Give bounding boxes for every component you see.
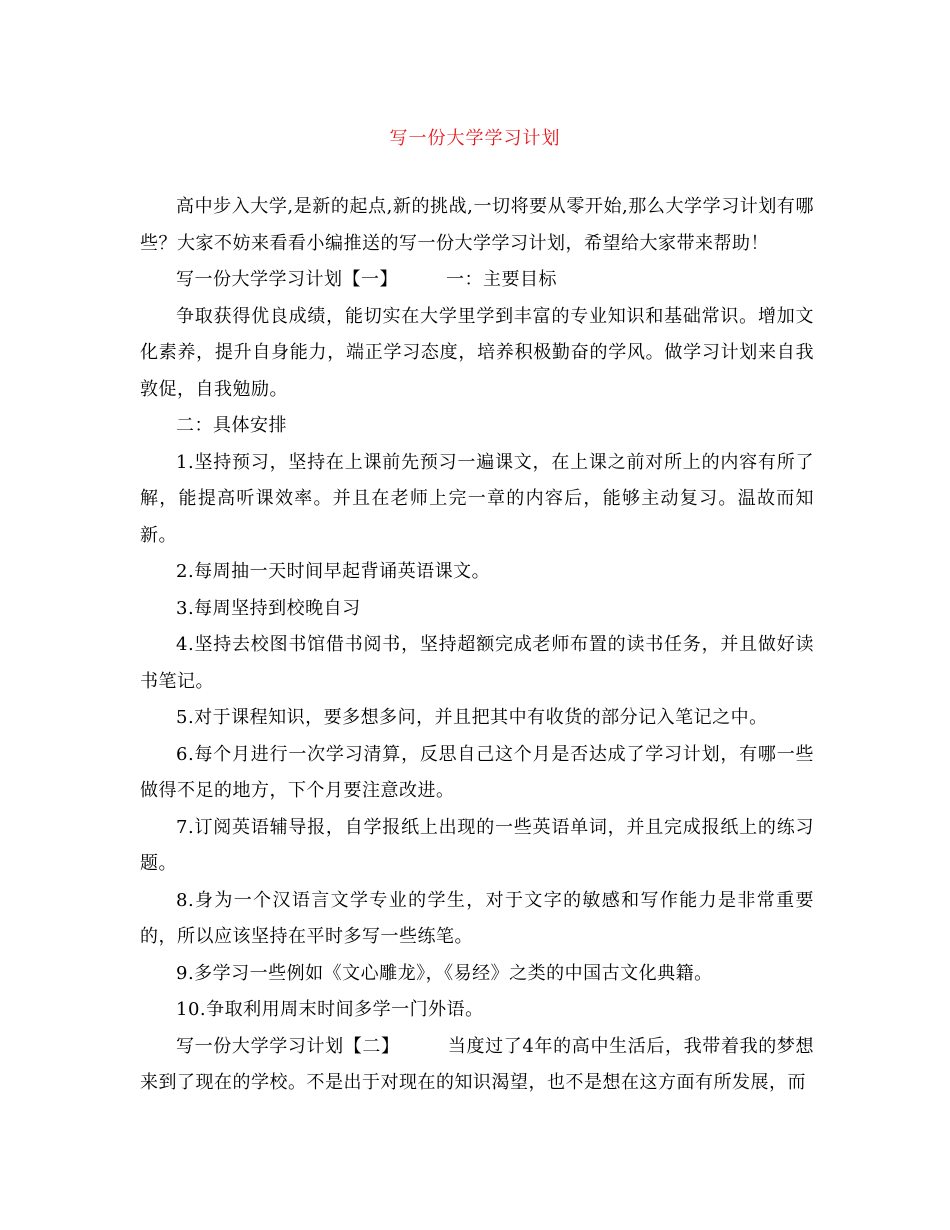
list-item-3: 3.每周坚持到校晚自习 bbox=[176, 597, 361, 619]
list-item-5: 5.对于课程知识，要多想多问，并且把其中有收货的部分记入笔记之中。 bbox=[176, 707, 768, 728]
list-item-9: 9.多学习一些例如《文心雕龙》，《易经》之类的中国古文化典籍。 bbox=[176, 962, 713, 984]
list-item-2: 2.每周抽一天时间早起背诵英语课文。 bbox=[176, 561, 491, 582]
section-two-heading: 写一份大学学习计划【二】 bbox=[176, 1035, 400, 1057]
section-one-heading: 写一份大学学习计划【一】 bbox=[176, 269, 398, 290]
document-body bbox=[140, 189, 814, 1102]
list-item-8: 8.身为一个汉语言文学专业的学生，对于文字的敏感和写作能力是非常重要的，所以应该坚持在平时多写一些练笔。 bbox=[140, 889, 814, 947]
list-item-7: 7.订阅英语辅导报，自学报纸上出现的一些英语单词，并且完成报纸上的练习题。 bbox=[140, 816, 814, 874]
paragraph-section-one bbox=[140, 262, 814, 299]
list-item-4: 4.坚持去校图书馆借书阅书，坚持超额完成老师布置的读书任务，并且做好读书笔记。 bbox=[140, 634, 814, 692]
list-item-1: 1.坚持预习，坚持在上课前先预习一遍课文，在上课之前对所上的内容有所了解，能提高听课效率。并且在老师上完一章的内容后，能够主动复习。温故而知新。 bbox=[140, 451, 814, 546]
paragraph-arrangement-heading: 二：具体安排 bbox=[176, 415, 287, 436]
document-title: 写一份大学学习计划 bbox=[389, 128, 561, 149]
paragraph-goal: 争取获得优良成绩，能切实在大学里学到丰富的专业知识和基础常识。增加文化素养，提升自身能力，端正学习态度，培养积极勤奋的学风。做学习计划来自我敦促，自我勉励。 bbox=[140, 305, 814, 400]
main-goal-heading: 一：主要目标 bbox=[446, 269, 557, 290]
section-two-text: 当度过了4年的高中生活后，我带着我的梦想来到了现在的学校。不是出于对现在的知识渴望，也不是想在这方面有所发展，而 bbox=[140, 1035, 815, 1093]
paragraph-intro: 高中步入大学,是新的起点,新的挑战,一切将要从零开始,那么大学学习计划有哪些？大家不妨来看看小编推送的写一份大学学习计划，希望给大家带来帮助！ bbox=[140, 196, 814, 254]
list-item-6: 6.每个月进行一次学习清算，反思自己这个月是否达成了学习计划，有哪一些做得不足的地方，下个月要注意改进。 bbox=[140, 743, 814, 801]
list-item-10: 10.争取利用周末时间多学一门外语。 bbox=[176, 999, 484, 1020]
paragraph-section-two bbox=[140, 1029, 814, 1102]
